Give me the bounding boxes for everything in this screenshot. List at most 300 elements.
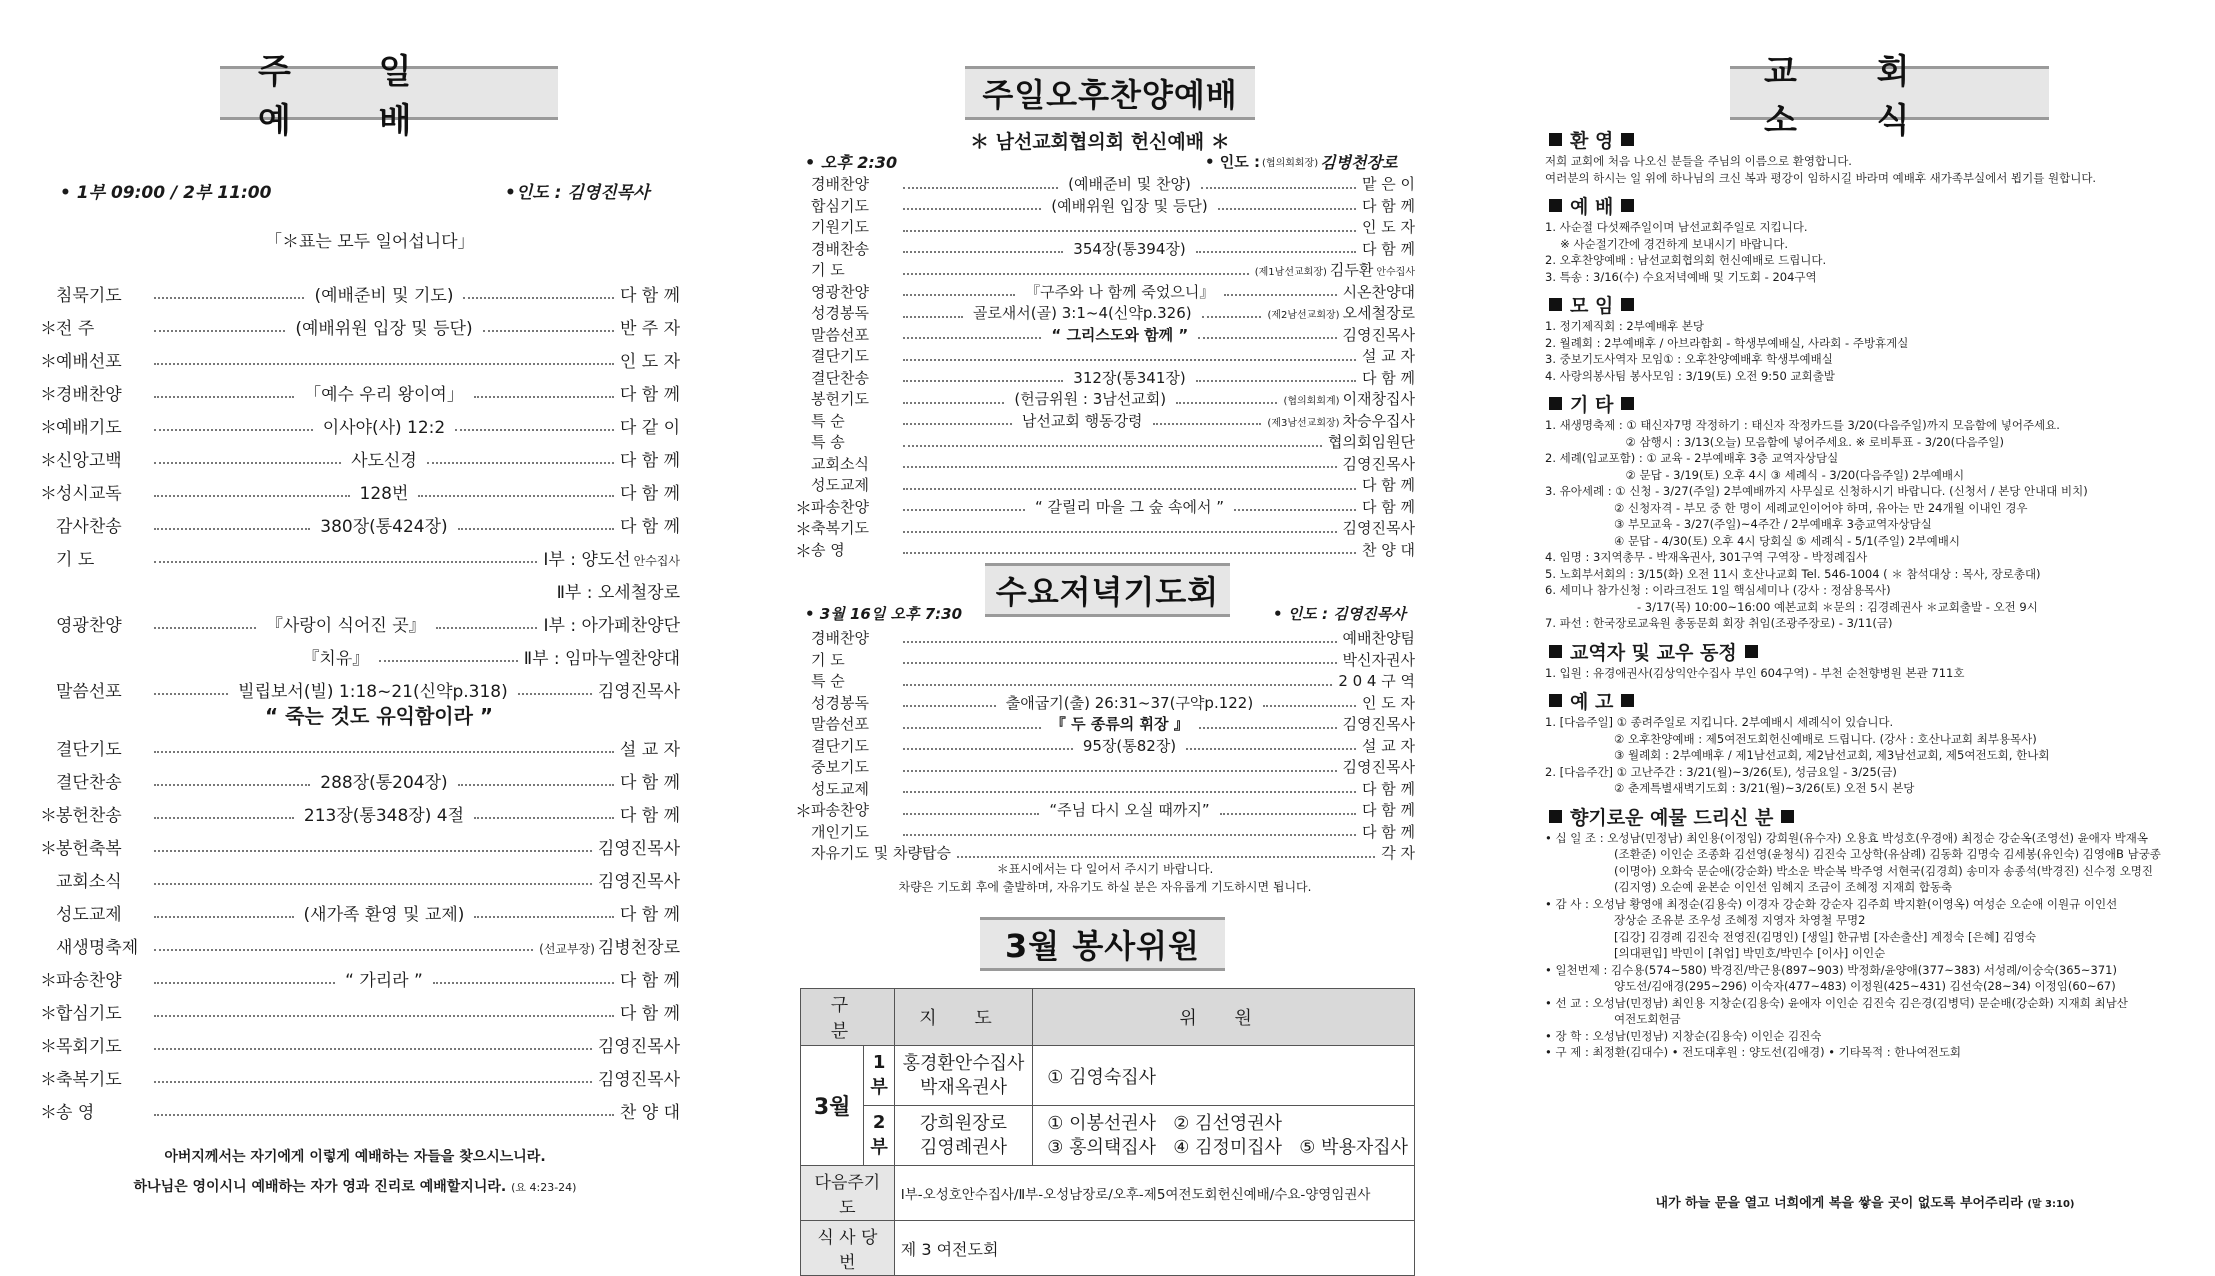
dot-leader: [903, 662, 1337, 664]
dot-leader: [1199, 727, 1337, 729]
leader-title: 안수집사: [633, 554, 680, 568]
church-news-title: 교 회 소 식: [1730, 66, 2049, 120]
order-row: [795, 713, 1415, 735]
order-leader: [620, 479, 680, 504]
dot-leader: [1234, 509, 1356, 511]
order-leader: [598, 677, 680, 702]
dot-leader: [1153, 423, 1262, 425]
order-label: 결단기도: [811, 736, 869, 755]
order-row: [795, 238, 1415, 260]
church-news-column: [1545, 0, 2185, 1240]
dot-leader: [1176, 402, 1277, 404]
guide-1: 홍경환안수집사 박재옥권사: [894, 1046, 1032, 1106]
leader-name: 김영진목사: [597, 1037, 680, 1057]
order-label: 특 송: [811, 433, 845, 452]
order-leader: [1267, 410, 1415, 431]
order-label: 영광찬양: [56, 616, 122, 636]
leader-role: (협의회회계): [1283, 396, 1340, 408]
news-line: ② 문답 - 3/19(토) 오후 4시 ③ 세례식 - 3/20(다음주일) 2부예배시: [1545, 467, 1965, 482]
news-line: 1. [다음주일] ① 종려주일로 지킵니다. 2부예배시 세례식이 있습니다.: [1545, 715, 1894, 729]
news-line: • 구 제 : 최정환(김대수) • 전도대후원 : 양도선(김애경) • 기타목적 : 한나여전도회: [1545, 1045, 1961, 1059]
order-row: [795, 345, 1415, 367]
leader-name: 다 함 께: [619, 971, 680, 991]
order-row: [795, 496, 1415, 518]
dot-leader: [458, 528, 614, 530]
order-label: 기원기도: [811, 218, 869, 237]
dot-leader: [379, 660, 517, 662]
order-leader: [620, 347, 680, 372]
order-label: 개인기도: [811, 822, 869, 841]
leader-name: 박신자권사: [1342, 650, 1415, 669]
dot-leader: [154, 1081, 592, 1083]
order-row: [40, 277, 680, 310]
order-content: (예배위원 입장 및 등단): [295, 319, 473, 339]
standing-mark: ＊: [795, 520, 812, 541]
standing-mark: ＊: [40, 1103, 57, 1123]
dot-leader: [903, 727, 1041, 729]
order-row: [40, 995, 680, 1028]
news-sections: [1545, 126, 2185, 1061]
dot-leader: [154, 429, 313, 431]
order-row: [795, 517, 1415, 539]
order-row: [40, 409, 680, 442]
order-row: [795, 453, 1415, 475]
dot-leader: [418, 495, 614, 497]
order-leader: [1255, 259, 1415, 280]
news-line: [의대편입] 박민이 [취업] 박민호/박민수 [이사] 이인순: [1545, 946, 1886, 960]
order-row: [795, 367, 1415, 389]
order-content: (예배위원 입장 및 등단): [1051, 196, 1208, 215]
order-label: 새생명축제: [56, 938, 139, 958]
order-label: 예배선포: [56, 352, 122, 372]
leader-name: 다 함 께: [619, 773, 681, 793]
leader-name: 차승우집사: [1342, 411, 1415, 430]
news-section-title: 환 영: [1570, 130, 1614, 152]
news-section-heading: [1545, 126, 2185, 153]
order-label: 특 순: [811, 411, 845, 430]
order-leader: [1343, 324, 1415, 345]
order-leader: [1338, 670, 1415, 691]
order-content: 빌립보서(빌) 1:18~21(신약p.318): [238, 682, 508, 702]
order-list-2: [40, 731, 680, 1127]
order-content: 이사야(사) 12:2: [322, 418, 446, 438]
dot-leader: [903, 705, 996, 707]
news-section-title: 기 타: [1570, 394, 1614, 416]
order-label: 경배찬양: [811, 629, 869, 648]
afternoon-time: • 오후 2:30: [805, 153, 898, 172]
order-label: 말씀선포: [811, 325, 869, 344]
order-content: 『치유』: [302, 649, 370, 669]
standing-mark: ＊: [40, 971, 57, 991]
leader-name: 다 함 께: [1361, 779, 1415, 798]
order-leader: [620, 768, 680, 793]
dot-leader: [903, 208, 1041, 210]
order-row: [795, 259, 1415, 281]
order-leader: [1362, 821, 1415, 842]
order-label: 성도교제: [811, 779, 869, 798]
dot-leader: [903, 423, 1012, 425]
order-row: [40, 541, 680, 574]
square-bullet-icon: [1621, 199, 1634, 212]
order-label: 중보기도: [811, 758, 869, 777]
dot-leader: [154, 693, 228, 695]
order-row: [795, 474, 1415, 496]
leader-role: (제1남선교회장): [1254, 267, 1327, 279]
dot-leader: [518, 693, 592, 695]
news-line: 3. 특송 : 3/16(수) 수요저녁예배 및 기도회 - 204구역: [1545, 269, 1817, 284]
news-section-heading: [1545, 803, 2185, 830]
meal-label: 식 사 당 번: [801, 1221, 895, 1276]
order-label: 송 영: [56, 1103, 95, 1123]
order-leader: [620, 413, 680, 438]
dot-leader: [903, 684, 1332, 686]
order-row: [795, 627, 1415, 649]
order-leader: [1362, 173, 1415, 194]
dot-leader: [1201, 187, 1356, 189]
square-bullet-icon: [1549, 810, 1562, 823]
order-row: [795, 324, 1415, 346]
news-line: 2. [다음주간] ① 고난주간 : 3/21(월)~3/26(토), 성금요일 - 3/25(금): [1545, 764, 1897, 779]
news-line: ④ 문답 - 4/30(토) 오후 4시 당회실 ⑤ 세례식 - 5/1(주일) 2부예배시: [1545, 533, 1961, 548]
order-row: [40, 830, 680, 863]
order-content: (예배준비 및 찬양): [1068, 175, 1191, 194]
dot-leader: [154, 561, 537, 563]
order-leader: [1362, 778, 1415, 799]
dot-leader: [1196, 251, 1356, 253]
order-row: [40, 343, 680, 376]
order-label: 말씀선포: [811, 715, 869, 734]
order-content: 출애굽기(출) 26:31~37(구약p.122): [1005, 693, 1254, 712]
order-row: [40, 863, 680, 896]
standing-mark: ＊: [40, 319, 57, 339]
next-prayer-label: 다음주기도: [801, 1166, 895, 1221]
order-content: 사도신경: [351, 451, 417, 471]
news-line: 4. 사랑의봉사팀 봉사모임 : 3/19(토) 오전 9:50 교회출발: [1545, 368, 1835, 383]
news-line: • 감 사 : 오성남 황영애 최정순(김용숙) 이경자 강순화 강순자 김주희 박지환(이영옥) 여성순 오순애 이원규 이인선: [1545, 896, 2118, 911]
order-row: [795, 431, 1415, 453]
dot-leader: [903, 641, 1337, 643]
square-bullet-icon: [1745, 645, 1758, 658]
order-row: [795, 173, 1415, 195]
order-content: 『사랑이 식어진 곳』: [265, 616, 426, 636]
leader-name: 오세철장로: [1342, 304, 1416, 323]
order-row: [40, 508, 680, 541]
leader-name: 다 함 께: [619, 517, 681, 537]
leader-name: 다 함 께: [1361, 476, 1415, 495]
leader-name: 김영진목사: [1342, 325, 1415, 344]
order-label: 말씀선포: [56, 682, 122, 702]
leader-name: Ⅰ부 : 양도선: [543, 550, 631, 570]
wednesday-time: • 3월 16일 오후 7:30: [805, 605, 963, 623]
dot-leader: [474, 817, 614, 819]
footer-verse-1: 아버지께서는 자기에게 이렇게 예배하는 자들을 찾으시느니라.: [164, 1149, 546, 1165]
leader-name: 다 같 이: [619, 418, 680, 438]
leader-name: 김영진목사: [1342, 758, 1415, 777]
leader-name: 다 함 께: [1362, 239, 1416, 258]
order-row: [40, 731, 680, 764]
dot-leader: [903, 402, 1004, 404]
leader-name: 다 함 께: [619, 905, 680, 925]
dot-leader: [903, 531, 1337, 533]
leader-name: 협의회임원단: [1328, 433, 1415, 452]
dot-leader: [154, 883, 592, 885]
news-section-heading: [1545, 638, 2185, 665]
order-leader: [598, 1065, 680, 1090]
standing-mark: ＊: [795, 541, 812, 562]
leader-name: Ⅰ부 : 아가페찬양단: [543, 616, 680, 636]
order-row: [795, 302, 1415, 324]
leader-name: 김영진목사: [597, 839, 680, 859]
dot-leader: [483, 330, 614, 332]
order-content: “ 그리스도와 함께 ”: [1051, 325, 1189, 344]
dot-leader: [903, 294, 1015, 296]
news-line: ② 춘계특별새벽기도회 : 3/21(월)~3/26(토) 오전 5시 본당: [1545, 781, 1915, 795]
news-line: 7. 파선 : 한국장로교육원 총동문회 회장 취임(조광주장로) - 3/11(금): [1545, 616, 1893, 630]
standing-mark: ＊: [40, 484, 57, 504]
order-leader: [539, 933, 680, 958]
order-label: 전 주: [56, 319, 95, 339]
news-line: 장상순 조유분 조우성 조혜정 지영자 차영철 무명2: [1545, 913, 1866, 927]
news-section-title: 모 임: [1570, 295, 1614, 317]
next-prayer-value: Ⅰ부-오성호안수집사/Ⅱ부-오성남장로/오후-제5여전도회헌신예배/수요-양영임권사: [894, 1166, 1414, 1221]
volunteers-table: [800, 988, 1415, 1276]
order-leader: [620, 801, 680, 826]
leader-name: 인 도 자: [1361, 218, 1415, 237]
dot-leader: [903, 552, 1356, 554]
news-line: ② 신청자격 - 부모 중 한 명이 세례교인이어야 하며, 유아는 만 24개월 이내인 경우: [1545, 500, 2028, 515]
order-label: 성경봉독: [811, 693, 869, 712]
leader-name: 김영진목사: [597, 682, 680, 702]
dot-leader: [903, 509, 1025, 511]
dot-leader: [154, 363, 614, 365]
news-section-heading: [1545, 687, 2185, 714]
order-leader: [620, 900, 680, 925]
news-line: 양도선/김애경(295~296) 이숙자(477~483) 이정원(425~431) 김선숙(28~34) 이정임(60~67): [1545, 979, 2116, 993]
leader-title: 안수집사: [1376, 267, 1415, 279]
leader-name: 다 함 께: [1361, 801, 1415, 820]
leader-role: (제3남선교회장): [1267, 417, 1340, 429]
leader-name: 예배찬양팀: [1342, 629, 1415, 648]
order-content: (새가족 환영 및 교제): [303, 905, 465, 925]
news-section-title: 향기로운 예물 드리신 분: [1570, 806, 1774, 829]
afternoon-order-list: [795, 173, 1415, 560]
news-line: • 장 학 : 오성남(민정남) 지창순(김용숙) 이인순 김진숙: [1545, 1028, 1822, 1043]
news-line: • 십 일 조 : 오성남(민정남) 최인용(이정임) 강희원(유수자) 오용효 박성호(우경애) 최정순 강순옥(조영선) 윤애자 박재옥: [1545, 830, 2148, 845]
members-1: ① 김영숙집사: [1033, 1046, 1415, 1106]
order-leader: [1343, 713, 1415, 734]
order-leader: [620, 999, 680, 1024]
square-bullet-icon: [1549, 645, 1562, 658]
leader-name: 반 주 자: [619, 319, 681, 339]
leader-name: 김영진목사: [597, 872, 680, 892]
square-bullet-icon: [1621, 133, 1634, 146]
leader-role: (제2남선교회장): [1267, 310, 1340, 322]
dot-leader: [154, 784, 310, 786]
dot-leader: [903, 466, 1337, 468]
leader-name: 다 함 께: [1362, 368, 1416, 387]
order-row: [795, 649, 1415, 671]
news-section-heading: [1545, 390, 2185, 417]
guide-2: 강희원장로 김영례권사: [894, 1106, 1032, 1166]
order-label: 송 영: [811, 540, 845, 559]
news-line: 1. 새생명축제 : ① 태신자7명 작정하기 : 태신자 작정카드를 3/20(다음주일)까지 모음함에 넣어주세요.: [1545, 418, 2060, 432]
order-leader: [1283, 388, 1415, 409]
order-label: 파송찬양: [56, 971, 122, 991]
order-label: 목회기도: [56, 1037, 122, 1057]
news-line: 1. 입원 : 유경애권사(김상익안수집사 부인 604구역) - 부천 순천향병원 본관 711호: [1545, 665, 1965, 680]
leader-name: 인 도 자: [619, 352, 680, 372]
order-row: [40, 764, 680, 797]
order-leader: [1362, 539, 1415, 560]
standing-mark: ＊: [40, 1004, 57, 1024]
leader-name: 찬 양 대: [619, 1103, 680, 1123]
news-line: [깁강] 김경례 김진숙 전영진(김명인) [생일] 한규범 [자손출산] 계정숙 [은혜] 김영숙: [1545, 929, 2037, 944]
standing-mark: ＊: [40, 385, 57, 405]
news-section-title: 교역자 및 교우 동정: [1570, 641, 1737, 664]
order-label: 봉헌축복: [56, 839, 122, 859]
worship-leader: •인도 : 김영진목사: [505, 183, 650, 203]
order-row: [40, 607, 680, 640]
square-bullet-icon: [1781, 810, 1794, 823]
order-label: 성경봉독: [811, 304, 869, 323]
order-leader: [543, 611, 680, 636]
dot-leader: [154, 627, 256, 629]
news-section-title: 예 배: [1570, 196, 1614, 218]
dot-leader: [458, 784, 614, 786]
leader-name: 각 자: [1381, 844, 1415, 863]
afternoon-worship-title: 주일오후찬양예배: [965, 66, 1255, 120]
wednesday-note-2: 차량은 기도회 후에 출발하며, 자유기도 하실 분은 자유롭게 기도하시면 됩니다.: [898, 880, 1312, 894]
news-line: • 일천번제 : 김수용(574~580) 박경진/박근용(897~903) 박정화/윤양애(377~383) 서성례/이숭숙(365~371): [1545, 962, 2117, 977]
order-leader: [1362, 692, 1415, 713]
order-label: 결단기도: [811, 347, 869, 366]
news-line: (이명아) 오화숙 문순애(강순화) 박소운 박순복 박주영 서현국(김경희) 송미자 송종석(박경진) 신수정 오명진: [1545, 863, 2154, 878]
news-line: 2. 세례(입교포함) : ① 교육 - 2부예배후 3층 교역자상담실: [1545, 451, 1839, 465]
order-content: 354장(통394장): [1073, 239, 1186, 258]
dot-leader: [903, 488, 1356, 490]
order-leader: [1362, 367, 1415, 388]
dot-leader: [154, 330, 285, 332]
order-leader: [1328, 431, 1415, 452]
order-content: 128번: [359, 484, 409, 504]
order-leader: [557, 578, 680, 603]
order-label: 특 순: [811, 672, 845, 691]
dot-leader: [1220, 813, 1356, 815]
afternoon-subtitle: ＊ 남선교회협의회 헌신예배 ＊: [970, 131, 1230, 153]
order-leader: [1343, 453, 1415, 474]
th-members: 위 원: [1033, 989, 1415, 1046]
order-row: [40, 962, 680, 995]
wednesday-title: 수요저녁기도회: [985, 563, 1230, 617]
order-leader: [1362, 496, 1415, 517]
part-1: 1부: [864, 1046, 894, 1106]
standing-mark: ＊: [40, 418, 57, 438]
dot-leader: [433, 982, 614, 984]
news-line: 여러분의 하시는 일 위에 하나님의 크신 복과 평강이 임하시길 바라며 예배후 새가족부실에서 뵙기를 원합니다.: [1545, 170, 2097, 185]
square-bullet-icon: [1549, 298, 1562, 311]
order-row: [795, 756, 1415, 778]
standing-mark: ＊: [40, 1070, 57, 1090]
dot-leader: [154, 982, 335, 984]
dot-leader: [427, 462, 614, 464]
order-row: [40, 574, 680, 607]
dot-leader: [154, 949, 533, 951]
dot-leader: [903, 791, 1356, 793]
dot-leader: [455, 429, 614, 431]
order-content: (예배준비 및 기도): [314, 286, 454, 306]
leader-name: 찬 양 대: [1361, 540, 1415, 559]
wednesday-note-1: ＊표시에서는 다 일어서 주시기 바랍니다.: [996, 862, 1214, 876]
order-label: 축복기도: [56, 1070, 122, 1090]
order-row: [40, 797, 680, 830]
leader-name: 다 함 께: [1362, 497, 1416, 516]
leader-name: 다 함 께: [1361, 822, 1415, 841]
news-line: 4. 임명 : 3지역총무 - 박재옥권사, 301구역 구역장 - 박정례집사: [1545, 550, 1868, 564]
order-content: 95장(통82장): [1082, 736, 1177, 755]
order-row: [40, 475, 680, 508]
order-leader: [1362, 195, 1415, 216]
order-leader: [1343, 517, 1415, 538]
dot-leader: [154, 528, 310, 530]
order-label: 결단찬송: [811, 368, 869, 387]
dot-leader: [903, 748, 1073, 750]
order-label: 경배찬양: [811, 175, 869, 194]
dot-leader: [1263, 705, 1356, 707]
news-line: (조환준) 이인순 조종화 김선영(윤청식) 김진숙 고상학(유삼례) 김동화 김명숙 김세봉(유인숙) 김영애B 남궁종: [1545, 847, 2161, 861]
dot-leader: [903, 770, 1337, 772]
order-label: 경배찬양: [56, 385, 122, 405]
leader-name: 이재창집사: [1342, 390, 1416, 409]
order-leader: [620, 446, 680, 471]
order-label: 기 도: [811, 261, 845, 280]
order-row: [795, 410, 1415, 432]
news-line: 6. 세미나 참가신청 : 이라크전도 1일 핵심세미나 (강사 : 정삼용목사): [1545, 583, 1891, 597]
order-content: 288장(통204장): [320, 773, 448, 793]
dot-leader: [154, 396, 294, 398]
leader-name: 맡 은 이: [1361, 175, 1415, 194]
members-2: ① 이봉선권사 ② 김선영권사 ③ 홍의택집사 ④ 김정미집사 ⑤ 박용자집사: [1033, 1106, 1415, 1166]
order-label: 예배기도: [56, 418, 122, 438]
news-line: • 선 교 : 오성남(민정남) 최인용 지창순(김용숙) 윤애자 이인순 김진숙 김은경(김병덕) 문순배(강순화) 지재희 최남산: [1545, 995, 2128, 1010]
dot-leader: [436, 627, 538, 629]
leader-name: 다 함 께: [619, 1004, 680, 1024]
order-leader: [1362, 735, 1415, 756]
order-row: [795, 735, 1415, 757]
order-content: “주님 다시 오실 때까지”: [1049, 801, 1210, 820]
dot-leader: [903, 380, 1063, 382]
order-label: 교회소식: [811, 454, 869, 473]
dot-leader: [154, 1114, 614, 1116]
order-leader: [620, 1098, 680, 1123]
standing-mark: ＊: [40, 806, 57, 826]
standing-note: 「＊표는 모두 일어섭니다」: [265, 232, 475, 252]
dot-leader: [154, 817, 294, 819]
order-row: [40, 929, 680, 962]
dot-leader: [1202, 316, 1262, 318]
order-leader: [620, 281, 680, 306]
order-label: 파송찬양: [811, 497, 869, 516]
order-content: 312장(통341장): [1073, 368, 1186, 387]
order-label: 봉헌기도: [811, 390, 869, 409]
square-bullet-icon: [1549, 199, 1562, 212]
dot-leader: [474, 916, 614, 918]
dot-leader: [903, 445, 1322, 447]
order-leader: [620, 966, 680, 991]
square-bullet-icon: [1549, 397, 1562, 410]
order-content: 「예수 우리 왕이여」: [304, 385, 464, 405]
dot-leader: [154, 751, 614, 753]
volunteers-title: 3월 봉사위원: [980, 917, 1225, 971]
